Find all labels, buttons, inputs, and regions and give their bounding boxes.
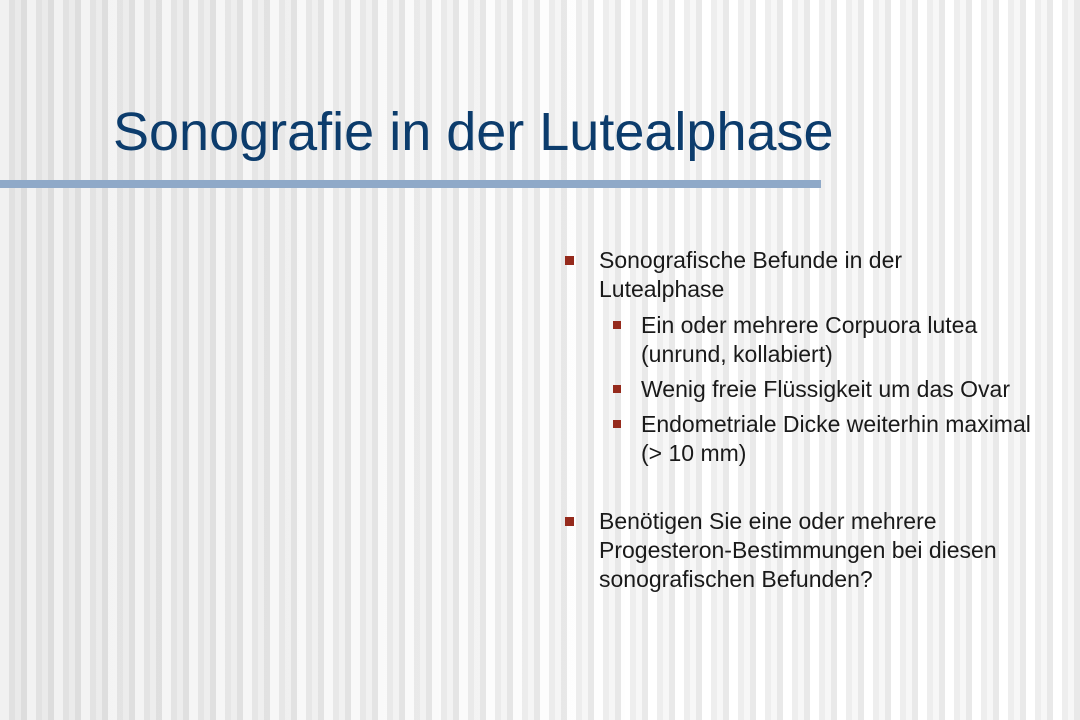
square-bullet-icon — [613, 321, 621, 329]
sub-bullet-text: Wenig freie Flüssigkeit um das Ovar — [641, 376, 1010, 402]
square-bullet-icon — [565, 256, 574, 265]
title-underline — [0, 180, 821, 188]
square-bullet-icon — [565, 517, 574, 526]
slide-title: Sonografie in der Lutealphase — [113, 102, 834, 162]
sub-bullet-item — [599, 375, 1032, 404]
sub-bullet-list — [599, 311, 1032, 468]
sub-bullet-text: Ein oder mehrere Corpuora lutea (unrund, kollabiert) — [641, 312, 978, 367]
sub-bullet-text: Endometriale Dicke weiterhin maximal (> 10 mm) — [641, 411, 1031, 466]
sub-bullet-item — [599, 311, 1032, 369]
square-bullet-icon — [613, 420, 621, 428]
slide-content — [562, 246, 1032, 594]
square-bullet-icon — [613, 385, 621, 393]
bullet-item-question — [562, 507, 1032, 594]
bullet-text: Sonografische Befunde in der Lutealphase — [599, 247, 903, 302]
bullet-text: Benötigen Sie eine oder mehrere Progesteron-Bestimmungen bei diesen sonografischen Befunden? — [599, 508, 997, 592]
bullet-list — [562, 246, 1032, 594]
bullet-item-findings — [562, 246, 1032, 468]
sub-bullet-item — [599, 410, 1032, 468]
